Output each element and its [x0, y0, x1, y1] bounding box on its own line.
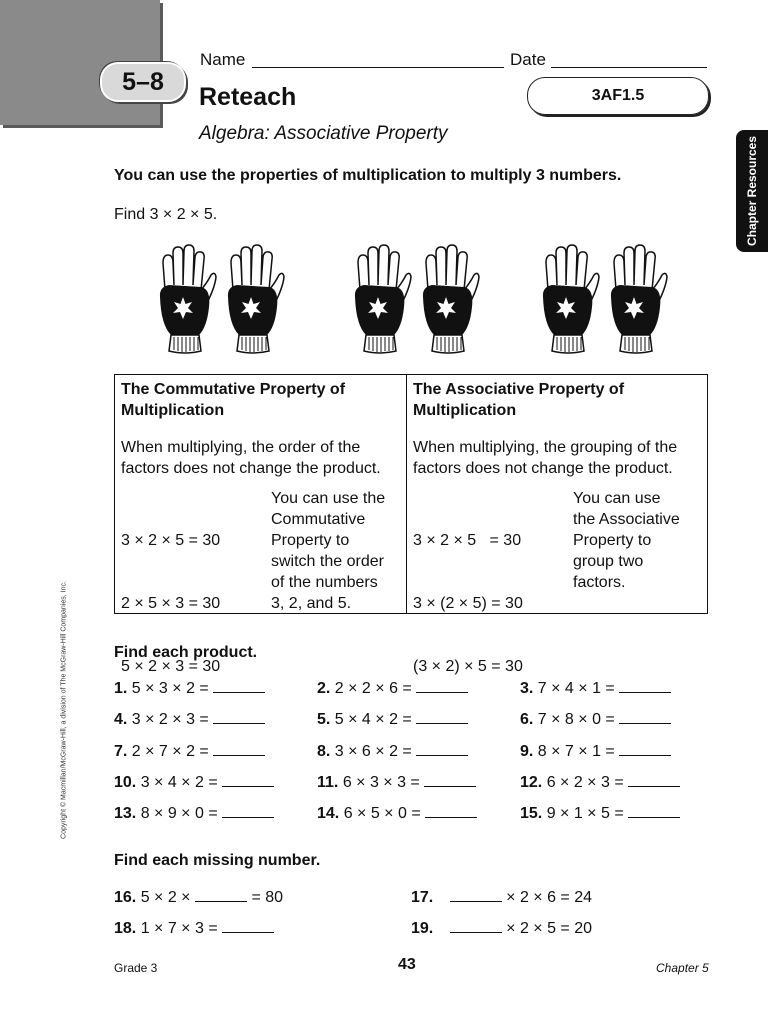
problem-number: 13.	[114, 805, 137, 822]
commutative-heading: The Commutative Property of Multiplication	[121, 381, 346, 419]
problem-19: 19. × 2 × 5 = 20	[411, 920, 593, 937]
problem-expression: 2 × 7 × 2 =	[131, 743, 209, 760]
answer-blank-3[interactable]	[619, 691, 671, 693]
answer-blank-17[interactable]	[450, 900, 502, 902]
problem-expression: 7 × 8 × 0 =	[537, 711, 615, 728]
associative-heading: The Associative Property of Multiplication	[413, 381, 625, 419]
answer-blank-18[interactable]	[222, 931, 274, 933]
mittens-illustration	[150, 240, 720, 355]
problem-number: 15.	[520, 805, 543, 822]
intro-statement: You can use the properties of multiplication to multiply 3 numbers.	[114, 167, 622, 184]
problem-16: 16. 5 × 2 × = 80	[114, 889, 284, 906]
problem-10	[114, 774, 274, 792]
problem-number: 6.	[520, 711, 534, 728]
footer-chapter: Chapter 5	[656, 961, 709, 975]
problem-14	[317, 805, 477, 823]
standard-badge: 3AF1.5	[527, 77, 709, 115]
side-tab-label: Chapter Resources	[745, 135, 759, 247]
problem-2	[317, 680, 468, 698]
problem-18: 18. 1 × 7 × 3 =	[114, 920, 274, 938]
problem-12	[520, 774, 680, 792]
problem-7	[114, 743, 265, 761]
answer-blank-8[interactable]	[416, 754, 468, 756]
answer-blank-13[interactable]	[222, 816, 274, 818]
answer-blank-15[interactable]	[628, 816, 680, 818]
page-title: Reteach	[199, 83, 297, 111]
problem-expression: 6 × 2 × 3 =	[546, 774, 624, 791]
answer-blank-12[interactable]	[628, 785, 680, 787]
problem-number: 11.	[317, 774, 339, 791]
lesson-subtitle: Algebra: Associative Property	[199, 123, 448, 144]
problem-5	[317, 711, 468, 729]
problem-number: 9.	[520, 743, 534, 760]
lesson-number-badge: 5–8	[100, 62, 186, 102]
problem-number: 3.	[520, 680, 534, 697]
problem-expression: 6 × 3 × 3 =	[342, 774, 420, 791]
problem-number: 12.	[520, 774, 543, 791]
name-label: Name	[200, 50, 246, 69]
problem-expression: 8 × 9 × 0 =	[140, 805, 218, 822]
problem-1	[114, 680, 265, 698]
answer-blank-9[interactable]	[619, 754, 671, 756]
commutative-description: When multiplying, the order of the factors does not change the product.	[121, 439, 381, 477]
problem-17: 17. × 2 × 6 = 24	[411, 889, 593, 906]
problem-number: 2.	[317, 680, 331, 697]
problem-11	[317, 774, 476, 792]
answer-blank-1[interactable]	[213, 691, 265, 693]
find-prompt: Find 3 × 2 × 5.	[114, 206, 218, 223]
associative-description: When multiplying, the grouping of the factors does not change the product.	[413, 439, 678, 477]
problem-expression: 3 × 4 × 2 =	[140, 774, 218, 791]
answer-blank-14[interactable]	[425, 816, 477, 818]
problem-expression: 7 × 4 × 1 =	[537, 680, 615, 697]
problem-expression: 9 × 1 × 5 =	[546, 805, 624, 822]
answer-blank-7[interactable]	[213, 754, 265, 756]
answer-blank-10[interactable]	[222, 785, 274, 787]
answer-blank-11[interactable]	[424, 785, 476, 787]
answer-blank-4[interactable]	[213, 722, 265, 724]
commutative-equations: 3 × 2 × 5 = 30 2 × 5 × 3 = 30 5 × 2 × 3 = 30	[121, 532, 221, 675]
commutative-note: You can use the Commutative Property to switch the order of the numbers 3, 2, and 5.	[271, 490, 386, 612]
problem-expression: 6 × 5 × 0 =	[343, 805, 421, 822]
problem-expression: 5 × 3 × 2 =	[131, 680, 209, 697]
problem-number: 8.	[317, 743, 331, 760]
name-field[interactable]	[252, 66, 504, 68]
chapter-resources-tab[interactable]	[736, 130, 768, 252]
problem-number: 4.	[114, 711, 128, 728]
problem-expression: 5 × 4 × 2 =	[334, 711, 412, 728]
date-field[interactable]	[551, 66, 707, 68]
find-product-heading: Find each product.	[114, 644, 258, 661]
footer-grade: Grade 3	[114, 961, 158, 975]
problem-number: 7.	[114, 743, 128, 760]
problem-4	[114, 711, 265, 729]
problem-expression: 8 × 7 × 1 =	[537, 743, 615, 760]
problem-15	[520, 805, 680, 823]
copyright-notice: Copyright © Macmillan/McGraw-Hill, a division of The McGraw-Hill Companies, Inc.	[60, 581, 68, 839]
problem-13	[114, 805, 274, 823]
problem-number: 5.	[317, 711, 331, 728]
problem-expression: 3 × 2 × 3 =	[131, 711, 209, 728]
problem-expression: 3 × 6 × 2 =	[334, 743, 412, 760]
answer-blank-6[interactable]	[619, 722, 671, 724]
answer-blank-5[interactable]	[416, 722, 468, 724]
problem-6	[520, 711, 671, 729]
problem-8	[317, 743, 468, 761]
problem-9	[520, 743, 671, 761]
answer-blank-19[interactable]	[450, 931, 502, 933]
associative-equations: 3 × 2 × 5 = 30 3 × (2 × 5) = 30 (3 × 2) × 5 = 30	[413, 532, 523, 675]
problem-number: 10.	[114, 774, 137, 791]
answer-blank-2[interactable]	[416, 691, 468, 693]
missing-number-heading: Find each missing number.	[114, 852, 321, 869]
problem-number: 1.	[114, 680, 128, 697]
problem-3	[520, 680, 671, 698]
associative-note: You can use the Associative Property to group two factors.	[573, 490, 680, 591]
date-label: Date	[510, 50, 546, 69]
page-number: 43	[398, 956, 416, 973]
answer-blank-16[interactable]	[195, 900, 247, 902]
problem-number: 14.	[317, 805, 340, 822]
problem-expression: 2 × 2 × 6 =	[334, 680, 412, 697]
